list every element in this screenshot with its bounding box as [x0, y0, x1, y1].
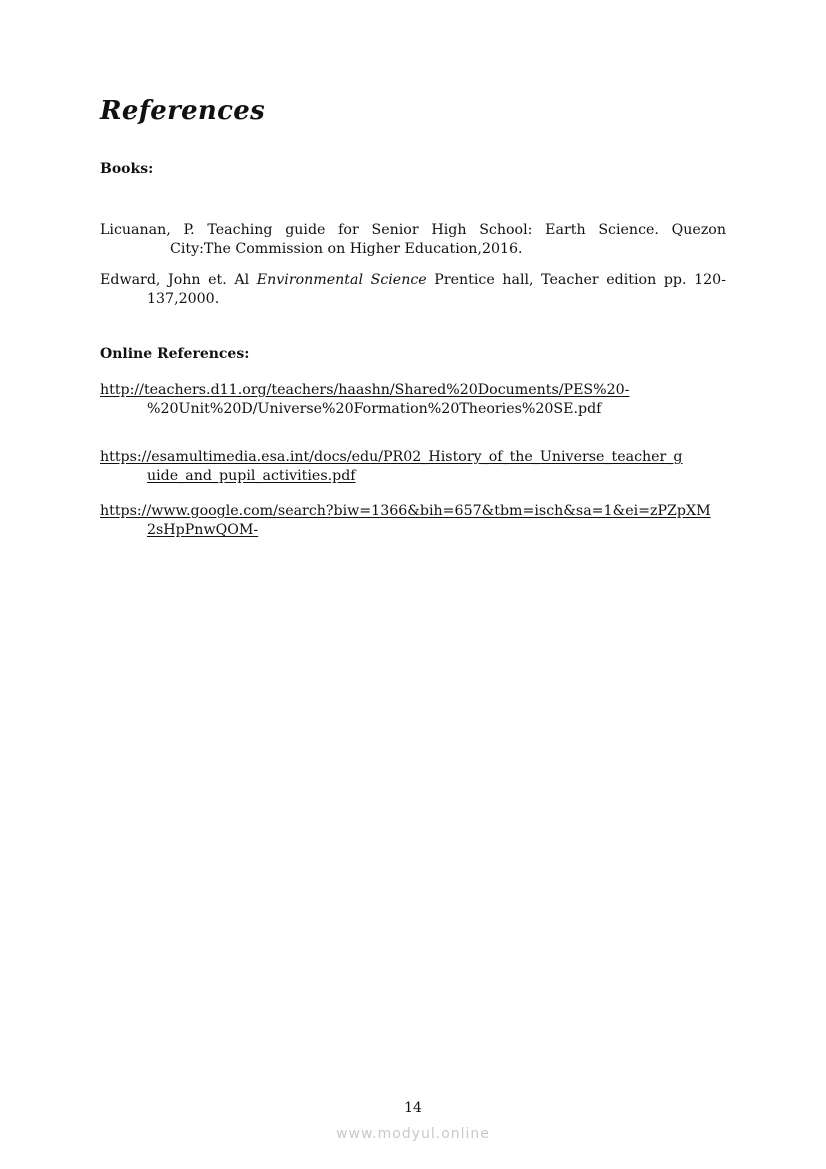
online-reference-link-line2[interactable]: %20Unit%20D/Universe%20Formation%20Theories%20SE.pdf	[147, 401, 602, 417]
book-reference-edward	[100, 271, 726, 309]
page-number: 14	[404, 1100, 422, 1116]
online-reference-d11	[100, 381, 726, 419]
book-reference-authors: Edward, John et. Al	[100, 272, 257, 288]
book-reference-line2: City:The Commission on Higher Education,2016.	[170, 241, 523, 257]
books-heading: Books:	[100, 161, 154, 177]
online-references-heading: Online References:	[100, 346, 250, 362]
book-reference-licuanan	[100, 221, 726, 259]
online-reference-esa	[100, 448, 726, 486]
online-reference-link-line1[interactable]: https://esamultimedia.esa.int/docs/edu/PR02_History_of_the_Universe_teacher_g	[100, 449, 683, 465]
book-reference-publisher: Prentice hall, Teacher edition pp. 120-	[426, 272, 726, 288]
online-reference-google	[100, 502, 726, 540]
book-reference-line1	[100, 271, 726, 290]
online-reference-link-line1[interactable]: http://teachers.d11.org/teachers/haashn/Shared%20Documents/PES%20-	[100, 382, 630, 398]
online-reference-link-line2[interactable]: uide_and_pupil_activities.pdf	[147, 468, 356, 484]
watermark: www.modyul.online	[336, 1126, 490, 1142]
book-reference-title: Environmental Science	[256, 272, 427, 288]
book-reference-line2: 137,2000.	[147, 291, 220, 307]
book-reference-line1: Licuanan, P. Teaching guide for Senior High School: Earth Science. Quezon	[100, 222, 726, 238]
page-title: References	[100, 96, 266, 126]
online-reference-link-line2[interactable]: 2sHpPnwQOM-	[147, 522, 259, 538]
online-reference-link-line1[interactable]: https://www.google.com/search?biw=1366&bih=657&tbm=isch&sa=1&ei=zPZpXM	[100, 503, 711, 519]
